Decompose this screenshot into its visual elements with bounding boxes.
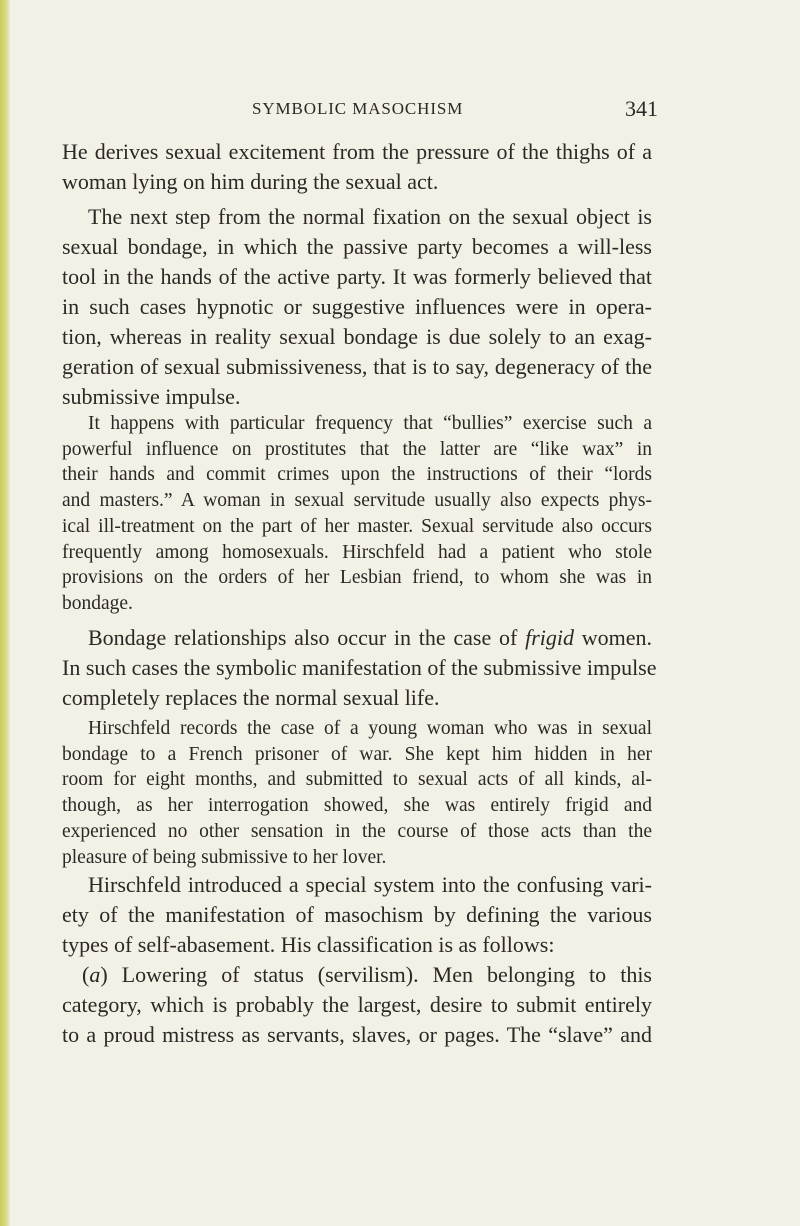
text-line: He derives sexual excitement from the pressure of the thighs of a xyxy=(62,139,652,164)
text-line: bondage to a French prisoner of war. She kept him hidden in her xyxy=(62,743,652,765)
paragraph-2 xyxy=(62,202,652,412)
paragraph-1 xyxy=(62,137,652,197)
text-line: powerful influence on prostitutes that the latter are “like wax” in xyxy=(62,438,652,460)
item-label: a xyxy=(89,962,101,987)
text-line: woman lying on him during the sexual act. xyxy=(62,169,439,194)
text-line: geration of sexual submissiveness, that is to say, degeneracy of the xyxy=(62,354,652,379)
text-line: though, as her interrogation showed, she was entirely frigid and xyxy=(62,795,652,817)
text-line: ical ill-treatment on the part of her master. Sexual servitude also occurs xyxy=(62,515,652,537)
text-line: provisions on the orders of her Lesbian friend, to whom she was in xyxy=(62,567,652,589)
text-run: ) xyxy=(100,962,108,987)
text-line: frequently among homosexuals. Hirschfeld had a patient who stole xyxy=(62,541,652,563)
emphasis: frigid xyxy=(525,625,574,650)
text-line: experienced no other sensation in the course of those acts than the xyxy=(62,820,652,842)
page-header xyxy=(252,96,658,136)
text-line: sexual bondage, in which the passive party becomes a will-less xyxy=(62,234,652,259)
text-line: completely replaces the normal sexual life. xyxy=(62,685,440,710)
text-line: bondage. xyxy=(62,592,133,614)
paragraph-3 xyxy=(62,411,652,617)
text-line: tion, whereas in reality sexual bondage is due solely to an exag- xyxy=(62,324,652,349)
text-line: room for eight months, and submitted to sexual acts of all kinds, al- xyxy=(62,769,652,791)
text-line xyxy=(62,623,652,653)
page-number: 341 xyxy=(625,96,658,121)
text-line: Hirschfeld introduced a special system into the confusing vari- xyxy=(88,872,652,897)
text-line: submissive impulse. xyxy=(62,384,241,409)
text-run: ( xyxy=(82,962,90,987)
running-head: SYMBOLIC MASOCHISM xyxy=(252,99,464,118)
text-line: It happens with particular frequency that “bullies” exercise such a xyxy=(88,413,652,434)
text-line: and masters.” A woman in sexual servitude usually also expects phys- xyxy=(62,490,652,512)
text-line: pleasure of being submissive to her lover. xyxy=(62,846,387,868)
paragraph-5 xyxy=(62,716,652,870)
text-line: ety of the manifestation of masochism by defining the various xyxy=(62,902,652,927)
text-line: The next step from the normal fixation on the sexual object is xyxy=(88,204,652,229)
paragraph-6 xyxy=(62,870,652,1050)
text-line: Hirschfeld records the case of a young woman who was in sexual xyxy=(88,718,652,739)
text-line: tool in the hands of the active party. It was formerly believed that xyxy=(62,264,652,289)
text-run: Lowering of status (servilism). Men belonging to this xyxy=(107,962,652,987)
paragraph-4 xyxy=(62,623,657,713)
text-line: to a proud mistress as servants, slaves, or pages. The “slave” and xyxy=(62,1022,652,1047)
text-line: In such cases the symbolic manifestation of the submissive impulse xyxy=(62,655,657,680)
text-line: types of self-abasement. His classification is as follows: xyxy=(62,932,555,957)
text-run: Bondage relationships also occur in the case of xyxy=(88,625,526,650)
text-run: women. xyxy=(573,625,652,650)
list-item xyxy=(62,960,652,990)
page-edge xyxy=(0,0,10,1226)
text-line: in such cases hypnotic or suggestive influences were in opera- xyxy=(62,294,652,319)
text-line: their hands and commit crimes upon the instructions of their “lords xyxy=(62,464,652,486)
text-line: category, which is probably the largest, desire to submit entirely xyxy=(62,992,652,1017)
